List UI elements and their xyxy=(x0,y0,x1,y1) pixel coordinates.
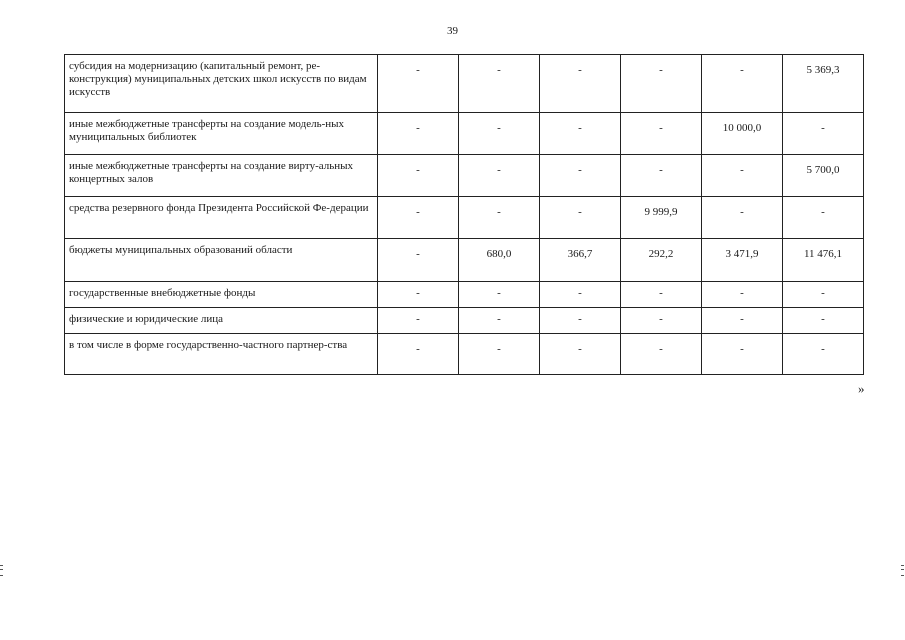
table-cell: - xyxy=(783,308,864,334)
row-label: субсидия на модернизацию (капитальный ремонт, ре-конструкция) муниципальных детских школ искусств по видам искусств xyxy=(65,55,378,113)
table-row xyxy=(65,282,864,308)
table-row xyxy=(65,155,864,197)
row-label: бюджеты муниципальных образований области xyxy=(65,239,378,282)
scan-edge-mark-left xyxy=(0,565,3,576)
row-label: физические и юридические лица xyxy=(65,308,378,334)
table-cell: - xyxy=(621,282,702,308)
table-cell: - xyxy=(540,282,621,308)
table-cell: - xyxy=(621,308,702,334)
scan-edge-mark-right xyxy=(901,565,904,576)
table-cell: - xyxy=(378,308,459,334)
table-cell: - xyxy=(459,308,540,334)
table-cell: - xyxy=(702,55,783,113)
table-cell: 10 000,0 xyxy=(702,113,783,155)
row-label: в том числе в форме государственно-частного партнер-ства xyxy=(65,334,378,375)
table-cell: - xyxy=(621,113,702,155)
table-cell: - xyxy=(540,334,621,375)
table-cell: - xyxy=(378,282,459,308)
table-row xyxy=(65,239,864,282)
table-cell: - xyxy=(459,197,540,239)
closing-quote: » xyxy=(858,381,865,396)
table-cell: - xyxy=(378,334,459,375)
table-cell: - xyxy=(621,155,702,197)
table-cell: - xyxy=(378,155,459,197)
row-label: средства резервного фонда Президента Российской Фе-дерации xyxy=(65,197,378,239)
table-cell: - xyxy=(621,55,702,113)
table-cell: - xyxy=(378,197,459,239)
table-cell: 9 999,9 xyxy=(621,197,702,239)
table-cell: - xyxy=(702,197,783,239)
table-cell: - xyxy=(783,282,864,308)
table-row xyxy=(65,197,864,239)
table-cell: 366,7 xyxy=(540,239,621,282)
table-cell: - xyxy=(459,334,540,375)
table-cell: - xyxy=(459,113,540,155)
table-row xyxy=(65,113,864,155)
row-label: государственные внебюджетные фонды xyxy=(65,282,378,308)
table-cell: - xyxy=(702,155,783,197)
table-cell: - xyxy=(378,55,459,113)
table-cell: - xyxy=(783,334,864,375)
table-cell: - xyxy=(540,155,621,197)
table-cell: 11 476,1 xyxy=(783,239,864,282)
table-cell: 3 471,9 xyxy=(702,239,783,282)
table-cell: - xyxy=(783,197,864,239)
table-cell: - xyxy=(540,113,621,155)
table-cell: 5 700,0 xyxy=(783,155,864,197)
table-cell: - xyxy=(540,308,621,334)
table-cell: - xyxy=(540,55,621,113)
table-row xyxy=(65,55,864,113)
table-cell: - xyxy=(459,55,540,113)
table-cell: - xyxy=(378,113,459,155)
table-cell: 5 369,3 xyxy=(783,55,864,113)
table-cell: - xyxy=(702,282,783,308)
table-cell: - xyxy=(783,113,864,155)
table-row xyxy=(65,334,864,375)
table-cell: - xyxy=(378,239,459,282)
table-cell: - xyxy=(540,197,621,239)
table-cell: - xyxy=(459,155,540,197)
table-row xyxy=(65,308,864,334)
table-cell: - xyxy=(621,334,702,375)
table-cell: - xyxy=(702,308,783,334)
funding-table xyxy=(64,54,864,375)
table-cell: 292,2 xyxy=(621,239,702,282)
row-label: иные межбюджетные трансферты на создание модель-ных муниципальных библиотек xyxy=(65,113,378,155)
table-cell: - xyxy=(459,282,540,308)
row-label: иные межбюджетные трансферты на создание вирту-альных концертных залов xyxy=(65,155,378,197)
page-number: 39 xyxy=(447,25,458,37)
table-cell: - xyxy=(702,334,783,375)
table-cell: 680,0 xyxy=(459,239,540,282)
